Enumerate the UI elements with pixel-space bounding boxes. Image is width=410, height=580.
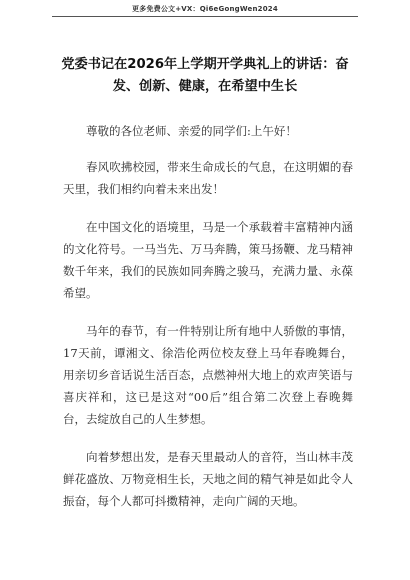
greeting-paragraph: 尊敬的各位老师、亲爱的同学们:上午好！: [86, 124, 297, 138]
header-divider: [52, 16, 358, 17]
document-body: [63, 120, 353, 528]
body-paragraph: 马年的春节，有一件特别让所有地中人骄傲的事情，17天前，谭湘文、徐浩伦两位校友登上马年春晚舞台，用亲切乡音话说生活百态，点燃神州大地上的欢声笑语与喜庆祥和，这已是这对“00后”组合第二次登上春晚舞台，去绽放自己的人生梦想。: [63, 324, 353, 426]
document-title: 党委书记在2026年上学期开学典礼上的讲话：奋发、创新、健康，在希望中生长: [61, 57, 349, 94]
body-paragraph: 在中国文化的语境里，马是一个承载着丰富精神内涵的文化符号。一马当先、万马奔腾，策马扬鞭、龙马精神数千年来，我们的民族如同奔腾之骏马，充满力量、永葆希望。: [63, 220, 353, 300]
body-paragraph: 向着梦想出发，是春天里最动人的音符，当山林丰茂鲜花盛放、万物竞相生长，天地之间的精气神是如此令人振奋，每个人都可抖擞精神，走向广阔的天地。: [63, 450, 353, 508]
body-paragraph: 春风吹拂校园，带来生命成长的气息，在这明媚的春天里，我们相约向着未来出发！: [63, 160, 353, 196]
header-note: 更多免费公文+VX：Qi6eGongWen2024: [132, 5, 278, 13]
